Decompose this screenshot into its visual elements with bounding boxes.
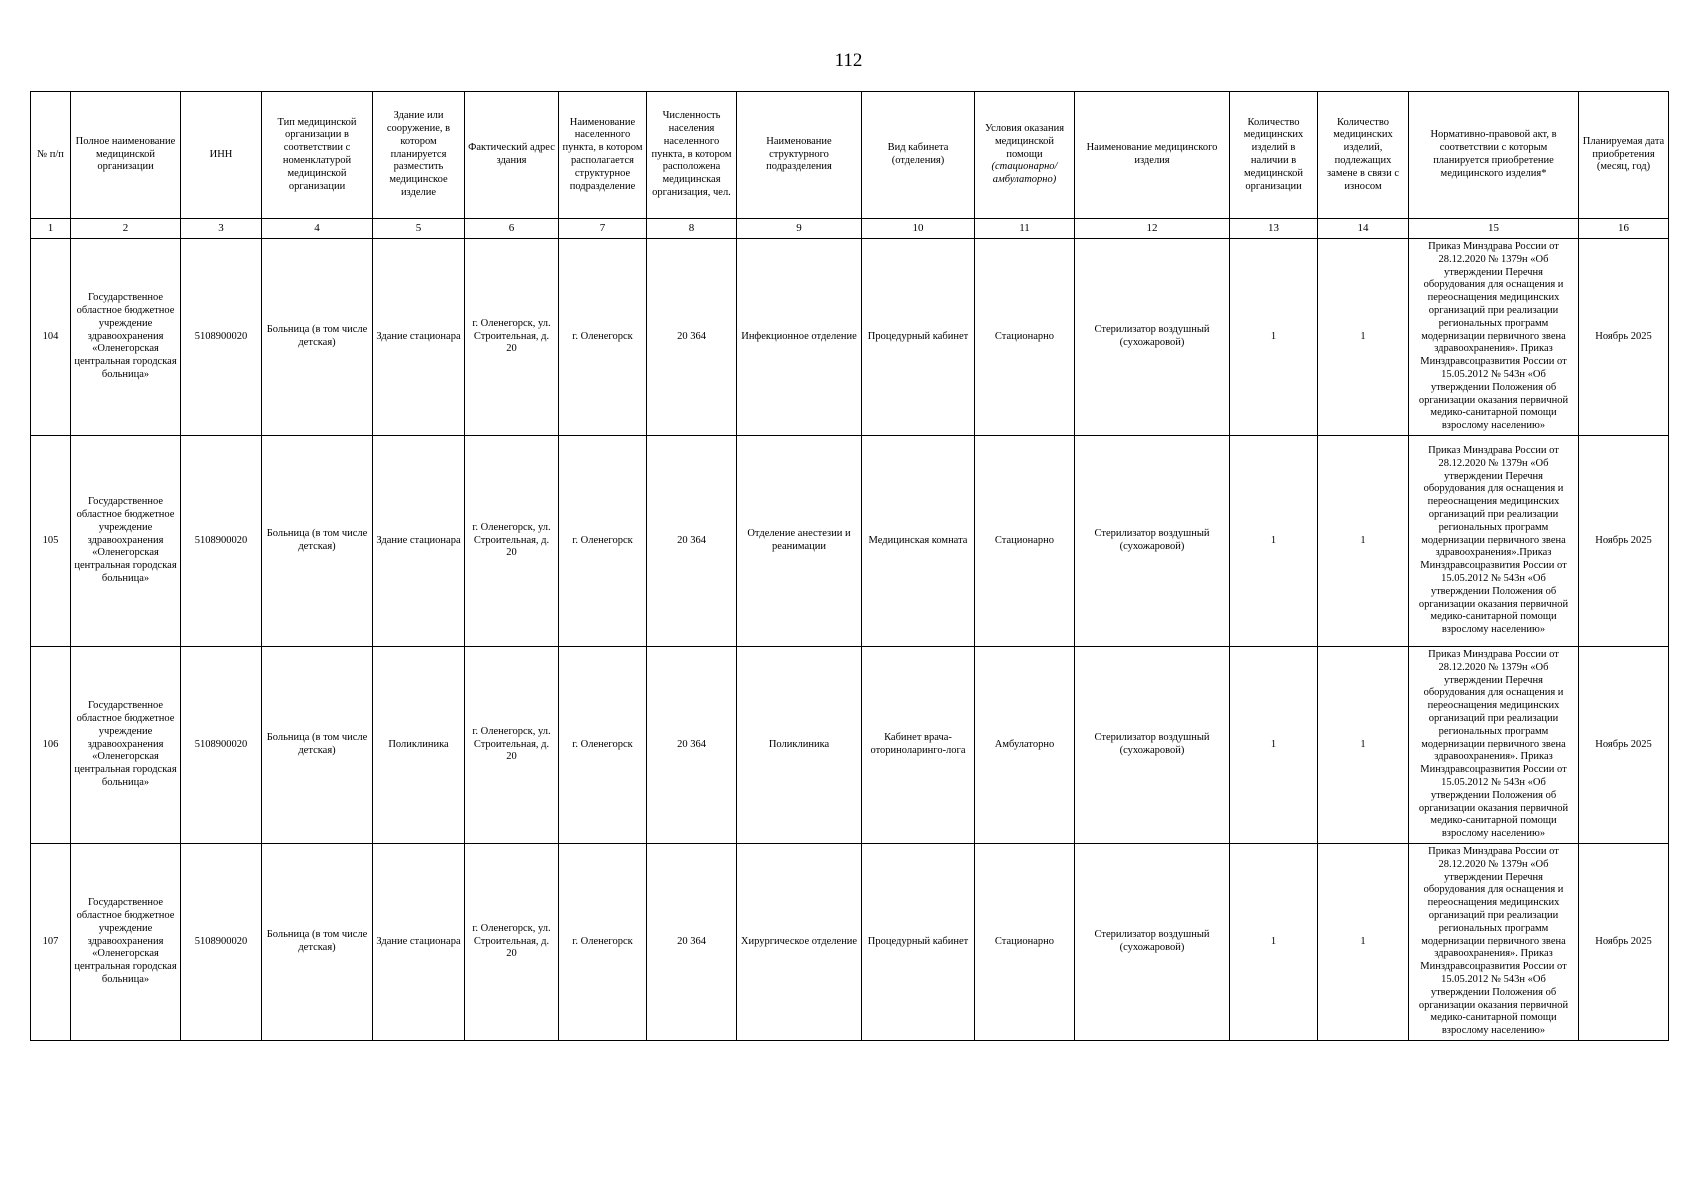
header-cell: Вид кабинета (отделения) (862, 92, 975, 219)
device-cell: Стерилизатор воздушный (сухожаровой) (1075, 647, 1230, 844)
qty-replace-cell: 1 (1318, 844, 1409, 1041)
population-cell: 20 364 (647, 436, 737, 647)
building-cell: Здание стационара (373, 436, 465, 647)
cabinet-cell: Процедурный кабинет (862, 239, 975, 436)
header-cell: Количество медицинских изделий, подлежащих замене в связи с износом (1318, 92, 1409, 219)
unit-cell: Хирургическое отделение (737, 844, 862, 1041)
organization-name: Государственное областное бюджетное учреждение здравоохранения «Оленегорская центральная городская больница» (71, 647, 181, 844)
device-cell: Стерилизатор воздушный (сухожаровой) (1075, 844, 1230, 1041)
legal-act-cell: Приказ Минздрава России от 28.12.2020 № 1379н «Об утверждении Перечня оборудования для оснащения и переоснащения медицинских организаций при реализации региональных программ модернизации первичного звена здравоохранения». Приказ Минздравсоцразвития России от 15.05.2012 № 543н «Об утверждении Положения об организации оказания первичной медико-санитарной помощи взрослому населению» (1409, 239, 1579, 436)
cabinet-cell: Процедурный кабинет (862, 844, 975, 1041)
column-number: 15 (1409, 219, 1579, 239)
building-cell: Здание стационара (373, 239, 465, 436)
header-cell: Численность населения населенного пункта, в котором расположена медицинская организация, чел. (647, 92, 737, 219)
date-cell: Ноябрь 2025 (1579, 239, 1669, 436)
header-cell: Фактический адрес здания (465, 92, 559, 219)
legal-act-cell: Приказ Минздрава России от 28.12.2020 № 1379н «Об утверждении Перечня оборудования для оснащения и переоснащения медицинских организаций при реализации региональных программ модернизации первичного звена здравоохранения».Приказ Минздравсоцразвития России от 15.05.2012 № 543н «Об утверждении Положения об организации оказания первичной медико-санитарной помощи взрослому населению» (1409, 436, 1579, 647)
table-row (31, 844, 1669, 1041)
locality-cell: г. Оленегорск (559, 647, 647, 844)
organization-name: Государственное областное бюджетное учреждение здравоохранения «Оленегорская центральная городская больница» (71, 239, 181, 436)
header-cell: ИНН (181, 92, 262, 219)
row-number: 106 (31, 647, 71, 844)
header-cell: Тип медицинской организации в соответствии с номенклатурой медицинской организации (262, 92, 373, 219)
organization-name: Государственное областное бюджетное учреждение здравоохранения «Оленегорская центральная городская больница» (71, 844, 181, 1041)
column-number: 3 (181, 219, 262, 239)
unit-cell: Инфекционное отделение (737, 239, 862, 436)
column-number: 7 (559, 219, 647, 239)
header-cell: Наименование структурного подразделения (737, 92, 862, 219)
population-cell: 20 364 (647, 647, 737, 844)
address-cell: г. Оленегорск, ул. Строительная, д. 20 (465, 239, 559, 436)
inn-cell: 5108900020 (181, 844, 262, 1041)
address-cell: г. Оленегорск, ул. Строительная, д. 20 (465, 436, 559, 647)
column-number: 13 (1230, 219, 1318, 239)
locality-cell: г. Оленегорск (559, 844, 647, 1041)
conditions-cell: Стационарно (975, 239, 1075, 436)
column-number: 6 (465, 219, 559, 239)
header-cell: Планируемая дата приобретения (месяц, год) (1579, 92, 1669, 219)
qty-replace-cell: 1 (1318, 239, 1409, 436)
date-cell: Ноябрь 2025 (1579, 647, 1669, 844)
column-number: 12 (1075, 219, 1230, 239)
inn-cell: 5108900020 (181, 436, 262, 647)
header-cell: Полное наименование медицинской организации (71, 92, 181, 219)
qty-available-cell: 1 (1230, 436, 1318, 647)
qty-available-cell: 1 (1230, 844, 1318, 1041)
row-number: 105 (31, 436, 71, 647)
qty-available-cell: 1 (1230, 647, 1318, 844)
header-cell: Здание или сооружение, в котором планируется разместить медицинское изделие (373, 92, 465, 219)
conditions-cell: Амбулаторно (975, 647, 1075, 844)
qty-available-cell: 1 (1230, 239, 1318, 436)
header-cell: Наименование населенного пункта, в котором располагается структурное подразделение (559, 92, 647, 219)
header-label: Условия оказания медицинской помощи (984, 123, 1065, 160)
org-type-cell: Больница (в том числе детская) (262, 436, 373, 647)
address-cell: г. Оленегорск, ул. Строительная, д. 20 (465, 844, 559, 1041)
column-number-row (31, 219, 1669, 239)
column-number: 9 (737, 219, 862, 239)
header-row (31, 92, 1669, 219)
column-number: 14 (1318, 219, 1409, 239)
cabinet-cell: Кабинет врача-оториноларинго-лога (862, 647, 975, 844)
table-row (31, 239, 1669, 436)
row-number: 104 (31, 239, 71, 436)
header-cell: Нормативно-правовой акт, в соответствии с которым планируется приобретение медицинского изделия* (1409, 92, 1579, 219)
header-cell: Наименование медицинского изделия (1075, 92, 1230, 219)
locality-cell: г. Оленегорск (559, 239, 647, 436)
qty-replace-cell: 1 (1318, 647, 1409, 844)
org-type-cell: Больница (в том числе детская) (262, 844, 373, 1041)
column-number: 1 (31, 219, 71, 239)
conditions-cell: Стационарно (975, 844, 1075, 1041)
building-cell: Поликлиника (373, 647, 465, 844)
organization-name: Государственное областное бюджетное учреждение здравоохранения «Оленегорская центральная городская больница» (71, 436, 181, 647)
header-note: (стационарно/ амбулаторно) (991, 161, 1058, 186)
org-type-cell: Больница (в том числе детская) (262, 647, 373, 844)
date-cell: Ноябрь 2025 (1579, 436, 1669, 647)
unit-cell: Отделение анестезии и реанимации (737, 436, 862, 647)
inn-cell: 5108900020 (181, 647, 262, 844)
header-cell: № п/п (31, 92, 71, 219)
conditions-cell: Стационарно (975, 436, 1075, 647)
column-number: 11 (975, 219, 1075, 239)
table-row (31, 436, 1669, 647)
locality-cell: г. Оленегорск (559, 436, 647, 647)
org-type-cell: Больница (в том числе детская) (262, 239, 373, 436)
unit-cell: Поликлиника (737, 647, 862, 844)
cabinet-cell: Медицинская комната (862, 436, 975, 647)
device-cell: Стерилизатор воздушный (сухожаровой) (1075, 436, 1230, 647)
address-cell: г. Оленегорск, ул. Строительная, д. 20 (465, 647, 559, 844)
column-number: 4 (262, 219, 373, 239)
legal-act-cell: Приказ Минздрава России от 28.12.2020 № 1379н «Об утверждении Перечня оборудования для оснащения и переоснащения медицинских организаций при реализации региональных программ модернизации первичного звена здравоохранения». Приказ Минздравсоцразвития России от 15.05.2012 № 543н «Об утверждении Положения об организации оказания первичной медико-санитарной помощи взрослому населению» (1409, 844, 1579, 1041)
legal-act-cell: Приказ Минздрава России от 28.12.2020 № 1379н «Об утверждении Перечня оборудования для оснащения и переоснащения медицинских организаций при реализации региональных программ модернизации первичного звена здравоохранения». Приказ Минздравсоцразвития России от 15.05.2012 № 543н «Об утверждении Положения об организации оказания первичной медико-санитарной помощи взрослому населению» (1409, 647, 1579, 844)
device-cell: Стерилизатор воздушный (сухожаровой) (1075, 239, 1230, 436)
date-cell: Ноябрь 2025 (1579, 844, 1669, 1041)
population-cell: 20 364 (647, 239, 737, 436)
row-number: 107 (31, 844, 71, 1041)
column-number: 2 (71, 219, 181, 239)
header-cell-conditions (975, 92, 1075, 219)
column-number: 5 (373, 219, 465, 239)
header-cell: Количество медицинских изделий в наличии в медицинской организации (1230, 92, 1318, 219)
table-row (31, 647, 1669, 844)
column-number: 10 (862, 219, 975, 239)
equipment-table (30, 91, 1669, 1041)
page-number: 112 (834, 50, 863, 71)
inn-cell: 5108900020 (181, 239, 262, 436)
population-cell: 20 364 (647, 844, 737, 1041)
building-cell: Здание стационара (373, 844, 465, 1041)
column-number: 8 (647, 219, 737, 239)
qty-replace-cell: 1 (1318, 436, 1409, 647)
column-number: 16 (1579, 219, 1669, 239)
